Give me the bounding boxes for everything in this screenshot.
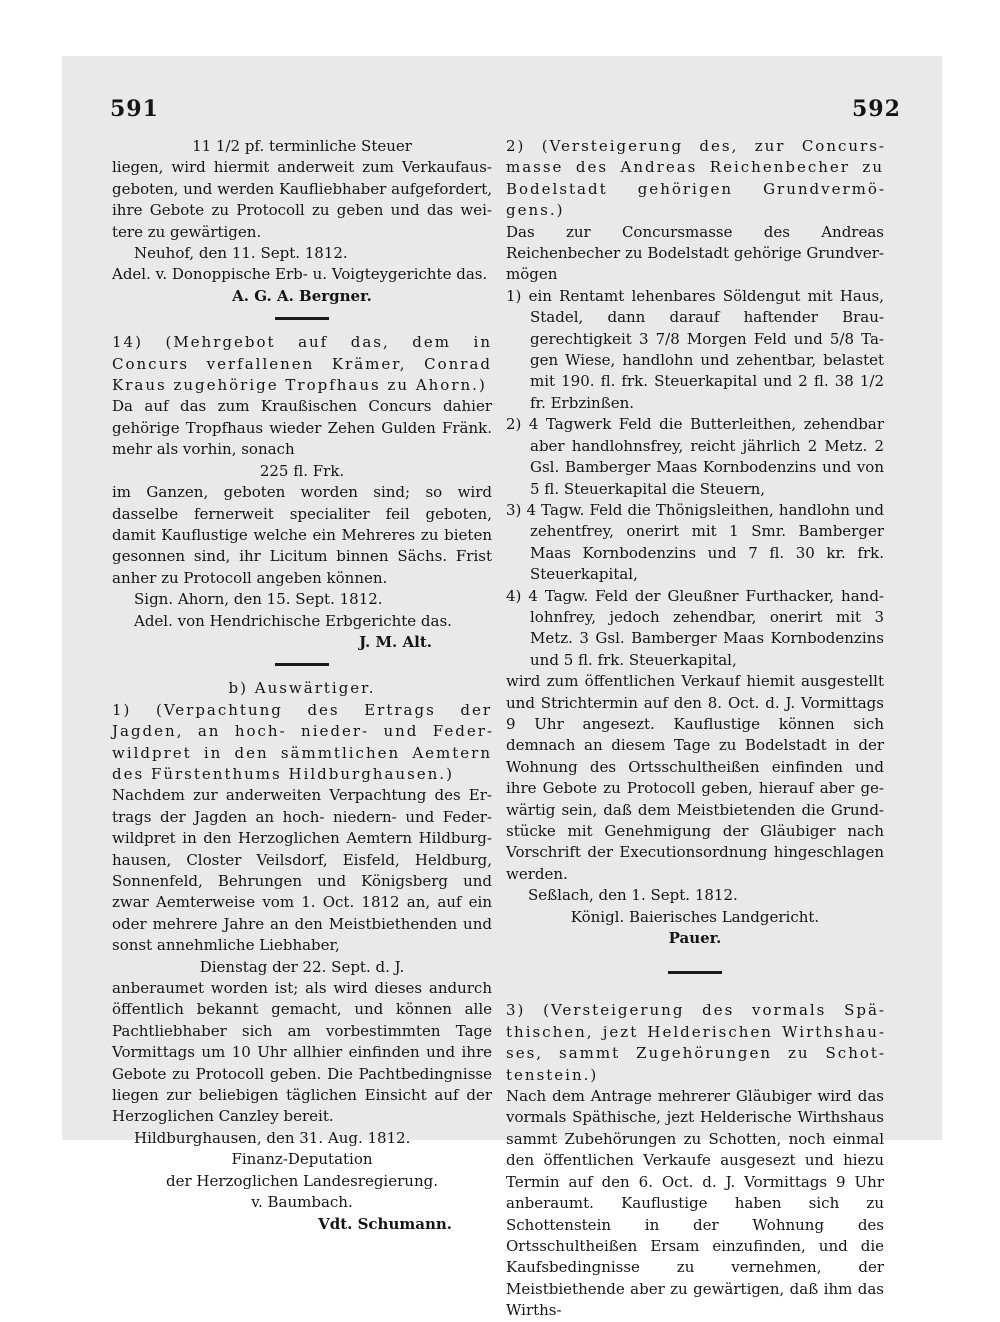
notice-text: anberaumet worden ist; als wird dieses andurch öffentlich bekannt gemacht, und können alle Pachtliebhaber sich am vorbestimmten Tage Vormittags um 10 Uhr allhier einfinden und ihre Gebote zu Protocoll geben. Die Pachtbedingnisse liegen zur beliebigen täglichen Einsicht auf der Herzoglichen Canzley bereit. — [112, 979, 492, 1126]
left-column — [112, 136, 492, 1235]
signer-name: A. G. A. Bergner. — [232, 286, 372, 305]
notice-heading: 1) (Verpachtung des Ertrags der Jagden, an hoch- nieder- und Federwildpret in den sämmtlichen Aemtern des Fürstenthums Hildburghausen.) — [112, 700, 492, 783]
court-name: Adel. von Hendrichische Erbgerichte das. — [134, 611, 452, 630]
place-date: Neuhof, den 11. Sept. 1812. — [134, 244, 348, 263]
page-number-right: 592 — [852, 96, 901, 122]
right-column — [506, 136, 884, 1322]
notice-text: wird zum öffentlichen Verkauf hiemit ausgestellt und Strichtermin auf den 8. Oct. d. J. Vormittags 9 Uhr angesezt. Kauflustige können sich demnach an diesem Tage zu Bodelstadt in der Wohnung des Ortsschultheißen einfinden und ihre Gebote zu Protocoll geben, hierauf aber gewärtig sein, daß dem Meistbietenden die Grundstücke mit Genehmigung der Gläubiger nach Vorschrift der Executionsordnung hingeschlagen werden. — [506, 672, 884, 883]
section-divider — [275, 317, 329, 320]
notice-text: im Ganzen, geboten worden sind; so wird dasselbe fernerweit specialiter feil geboten, damit Kauflustige welche ein Mehreres zu bieten gesonnen sind, ihr Licitum binnen Sächs. Frist anher zu Protocoll angeben können. — [112, 483, 492, 587]
signer-name: Vdt. Schumann. — [318, 1214, 452, 1233]
signer-name: v. Baumbach. — [251, 1193, 353, 1212]
notice-heading: 2) (Versteigerung des, zur Concursmasse des Andreas Reichenbecher zu Bodelstadt gehörigen Grundvermögens.) — [506, 137, 884, 220]
court-name: Adel. v. Donoppische Erb- u. Voigteygerichte das. — [112, 265, 488, 284]
place-date: Hildburghausen, den 31. Aug. 1812. — [134, 1128, 411, 1147]
notice-text: Nach dem Antrage mehrerer Gläubiger wird das vormals Späthische, jezt Helderische Wirthshaus sammt Zubehörungen zu Schotten, noch einmal den öffentlichen Verkaufe ausgesezt und hiezu Termin auf den 6. Oct. d. J. Vormittags 9 Uhr anberaumt. Kauflustige haben sich zu Schottenstein in der Wohnung des Ortsschultheißen Ersam einzufinden, und die Kaufsbedingnisse zu vernehmen, der Meistbiethende aber zu gewärtigen, daß ihm das Wirths- — [506, 1087, 884, 1320]
section-divider — [275, 663, 329, 666]
office-name: der Herzoglichen Landesregierung. — [166, 1171, 438, 1190]
signer-name: Pauer. — [668, 929, 722, 948]
place-date: Seßlach, den 1. Sept. 1812. — [528, 886, 738, 905]
office-name: Finanz-Deputation — [231, 1150, 373, 1169]
notice-text: Nachdem zur anderweiten Verpachtung des Ertrags der Jagden an hoch- niedern- und Federwildpret in den Herzoglichen Aemtern Hildburghausen, Closter Veilsdorf, Eisfeld, Heldburg, Sonnenfeld, Behrungen und Königsberg und zwar Aemterweise vom 1. Oct. 1812 an, auf ein oder mehrere Jahre an den Meistbiethenden und sonst annehmliche Liebhaber, — [112, 786, 492, 955]
notice-text: Das zur Concursmasse des Andreas Reichenbecher zu Bodelstadt gehörige Grundvermögen — [506, 222, 884, 284]
notice-text: liegen, wird hiermit anderweit zum Verkaufausgeboten, und werden Kaufliebhaber aufgefordert, ihre Gebote zu Protocoll zu geben und das weitere zu gewärtigen. — [112, 158, 492, 241]
notice-text: Da auf das zum Kraußischen Concurs dahier gehörige Tropfhaus wieder Zehen Gulden Fränk. mehr als vorhin, sonach — [112, 397, 492, 459]
section-divider — [668, 971, 722, 974]
list-item: 1) ein Rentamt lehenbares Söldengut mit Haus, Stadel, dann darauf haftender Braugerechtigkeit 3 7/8 Morgen Feld und 5/8 Tagen Wiese, handlohn und zehentbar, belastet mit 190. fl. frk. Steuerkapital und 2 fl. 38 1/2 fr. Erbzinßen. — [506, 286, 884, 412]
signer-name: J. M. Alt. — [359, 632, 432, 651]
notice-heading: 3) (Versteigerung des vormals Späthischen, jezt Helderischen Wirthshauses, sammt Zugehörungen zu Schottenstein.) — [506, 1001, 884, 1084]
section-heading: b) Auswärtiger. — [228, 679, 376, 698]
list-item: 3) 4 Tagw. Feld die Thönigsleithen, handlohn und zehentfrey, onerirt mit 1 Smr. Bamberger Maas Kornbodenzins und 7 fl. 30 kr. frk. Steuerkapital, — [506, 500, 884, 584]
tax-amount-line: 11 1/2 pf. terminliche Steuer — [192, 137, 412, 155]
court-name: Königl. Baierisches Landgericht. — [570, 907, 820, 926]
notice-heading: 14) (Mehrgebot auf das, dem in Concurs verfallenen Krämer, Conrad Kraus zugehörige Tropfhaus zu Ahorn.) — [112, 333, 492, 395]
page-number-left: 591 — [110, 96, 159, 122]
list-item: 2) 4 Tagwerk Feld die Butterleithen, zehendbar aber handlohnsfrey, reicht jährlich 2 Metz. 2 Gsl. Bamberger Maas Kornbodenzins und von 5 fl. Steuerkapital die Steuern, — [506, 415, 884, 498]
auction-date: Dienstag der 22. Sept. d. J. — [199, 957, 405, 976]
place-date: Sign. Ahorn, den 15. Sept. 1812. — [134, 590, 383, 609]
list-item: 4) 4 Tagw. Feld der Gleußner Furthacker, handlohnfrey, jedoch zehendbar, onerirt mit 3 Metz. 3 Gsl. Bamberger Maas Kornbodenzins und 5 fl. frk. Steuerkapital, — [506, 586, 884, 669]
bid-amount: 225 fl. Frk. — [259, 461, 345, 480]
